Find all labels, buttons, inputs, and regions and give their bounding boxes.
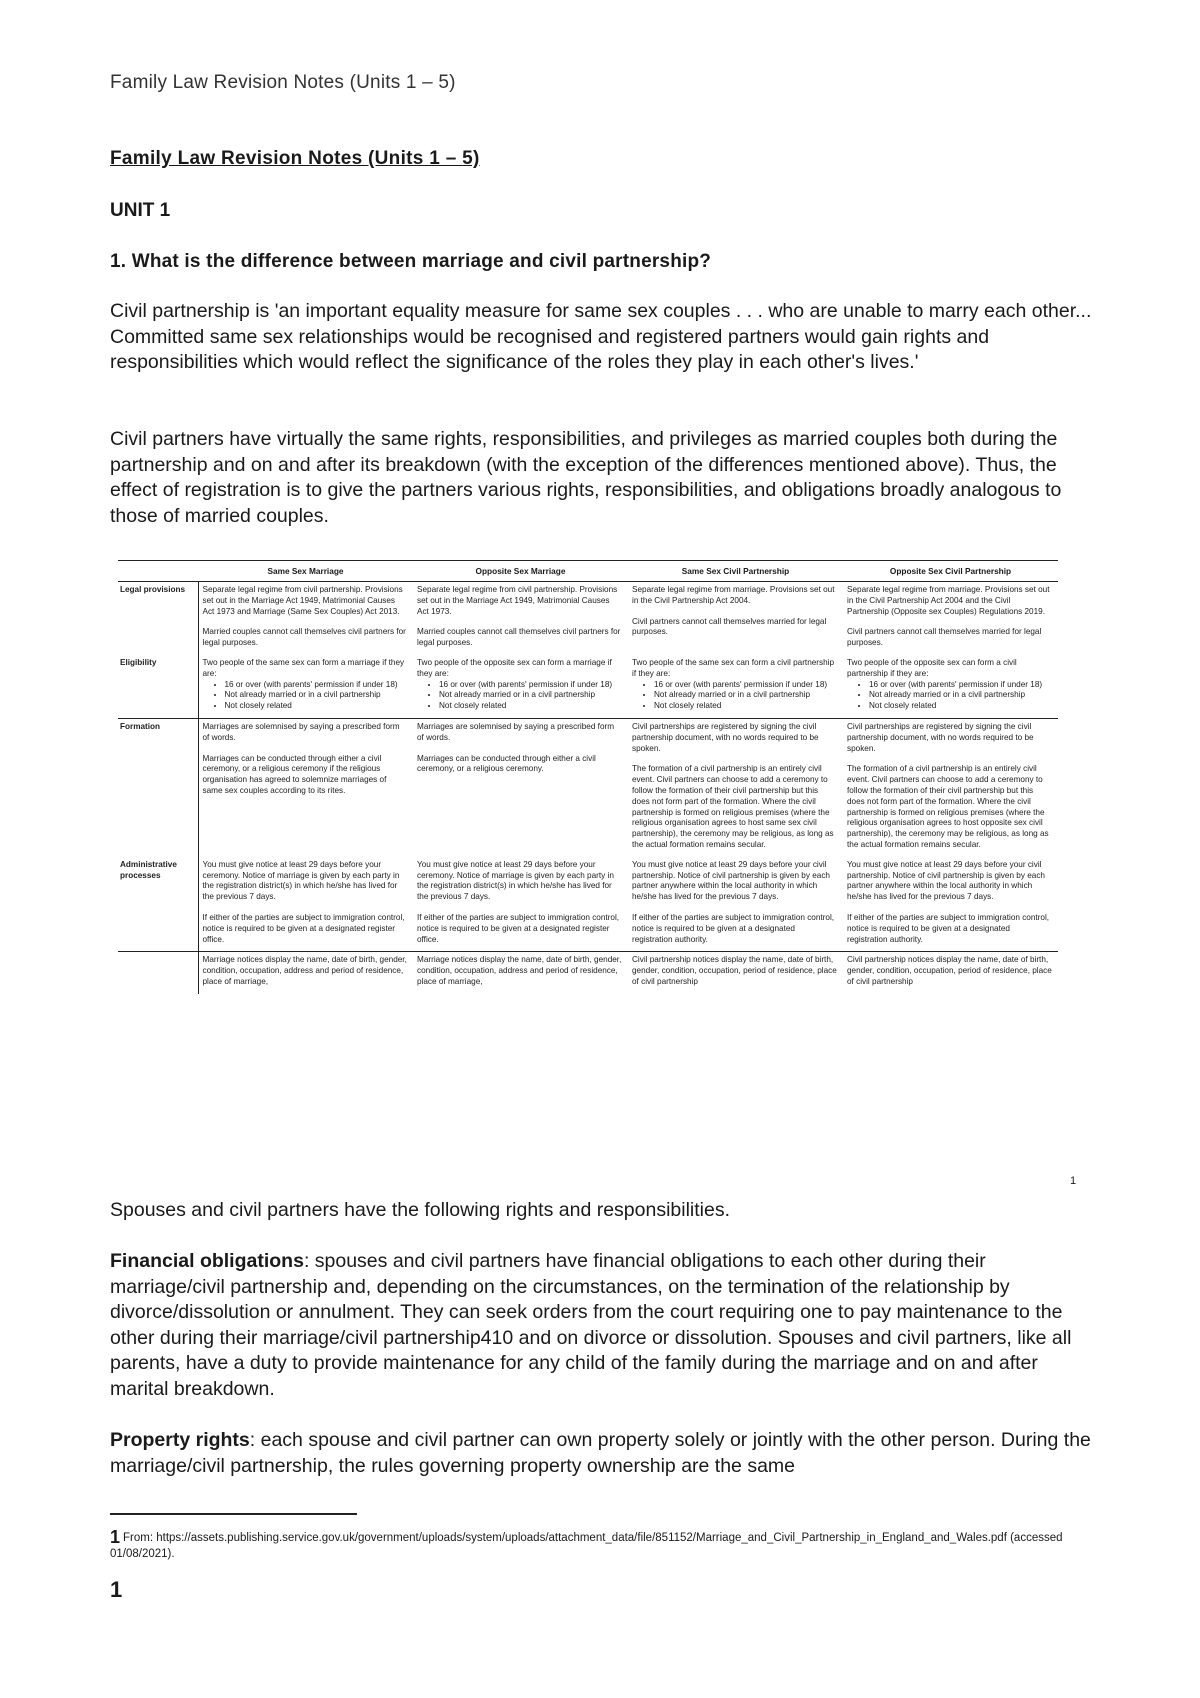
property-rights-text: : each spouse and civil partner can own property solely or jointly with the other person. During the marriage/civil partnership, the rules governing property ownership are the same <box>110 1429 1091 1477</box>
cell-text: You must give notice at least 29 days before your civil partnership. Notice of civil partnership is given by each partner anywhere within the local authority in which he/she has lived for the previous 7 days. <box>632 859 830 902</box>
table-row-legal-provisions <box>118 582 1058 655</box>
cell-text: You must give notice at least 29 days before your ceremony. Notice of marriage is given by each party in the registration district(s) in which he/she has lived for the previous 7 days. <box>202 859 400 902</box>
list-item: • 16 or over (with parents' permission if under 18) <box>225 680 408 691</box>
cell-text: Marriages can be conducted through either a civil ceremony, or a religious ceremony if the religious organisation has agreed to solemnize marriages of same sex couples according to its rites. <box>202 753 387 795</box>
row-label: Legal provisions <box>120 585 186 594</box>
cell-text: Separate legal regime from civil partnership. Provisions set out in the Marriage Act 1949, Matrimonial Causes Act 1973. <box>417 585 618 616</box>
cell-text: Two people of the same sex can form a civil partnership if they are: <box>632 657 835 678</box>
cell-text: Separate legal regime from marriage. Provisions set out in the Civil Partnership Act 2004. <box>632 585 835 605</box>
list-item: • Not closely related <box>225 701 408 712</box>
cell-text: Marriages can be conducted through either a civil ceremony, or a religious ceremony. <box>417 753 596 774</box>
eligibility-list <box>417 680 622 712</box>
cell-text: Separate legal regime from marriage. Provisions set out in the Civil Partnership Act 2004 and the Civil Partnership (Opposite sex Couples) Regulations 2019. <box>847 585 1050 616</box>
table-header-cell: Opposite Sex Marriage <box>413 561 628 582</box>
footnote <box>110 1529 1110 1562</box>
property-rights-lead: Property rights <box>110 1429 250 1451</box>
table-header-empty <box>118 561 198 582</box>
cell-text: Marriages are solemnised by saying a prescribed form of words. <box>202 721 400 742</box>
list-item: • Not already married or in a civil partnership <box>869 690 1052 701</box>
paragraph-property-rights <box>110 1428 1100 1479</box>
question-heading: 1. What is the difference between marriage and civil partnership? <box>110 251 712 272</box>
list-item: • 16 or over (with parents' permission if under 18) <box>654 680 837 691</box>
unit-heading: UNIT 1 <box>110 200 171 221</box>
table-header-cell: Opposite Sex Civil Partnership <box>843 561 1058 582</box>
cell-text: Separate legal regime from civil partnership. Provisions set out in the Marriage Act 1949, Matrimonial Causes Act 1973 and Marriage (Same Sex Couples) Act 2013. <box>202 585 403 616</box>
list-item: • Not already married or in a civil partnership <box>439 690 622 701</box>
table-header-cell: Same Sex Marriage <box>198 561 413 582</box>
row-label: Formation <box>118 718 198 856</box>
table-cell <box>413 582 628 655</box>
comparison-table <box>118 560 1058 994</box>
table-cell <box>843 718 1058 856</box>
cell-text: Married couples cannot call themselves civil partners for legal purposes. <box>417 627 621 648</box>
table-cell <box>843 655 1058 718</box>
cell-text: If either of the parties are subject to immigration control, notice is required to be given at a designated registration authority. <box>847 912 1050 944</box>
table-cell: Marriage notices display the name, date of birth, gender, condition, occupation, address and period of residence, place of marriage, <box>198 952 413 994</box>
footnote-reference-marker: 1 <box>1070 1175 1077 1187</box>
table-cell: Marriage notices display the name, date of birth, gender, condition, occupation, address and period of residence, place of marriage, <box>413 952 628 994</box>
cell-text: If either of the parties are subject to immigration control, notice is required to be given at a designated register office. <box>417 912 620 944</box>
paragraph-rights-intro: Spouses and civil partners have the following rights and responsibilities. <box>110 1199 731 1221</box>
financial-obligations-lead: Financial obligations <box>110 1250 304 1272</box>
table-row-notices <box>118 952 1058 994</box>
cell-text: Civil partnerships are registered by signing the civil partnership document, with no words required to be spoken. <box>847 721 1034 753</box>
table-cell <box>628 655 843 718</box>
list-item: • Not closely related <box>869 701 1052 712</box>
cell-text: Two people of the opposite sex can form a marriage if they are: <box>417 657 612 678</box>
list-item: • Not already married or in a civil partnership <box>654 690 837 701</box>
cell-text: Two people of the opposite sex can form a civil partnership if they are: <box>847 657 1017 678</box>
row-label <box>118 952 198 994</box>
eligibility-list <box>847 680 1052 712</box>
table-cell: Civil partnership notices display the name, date of birth, gender, condition, occupation, period of residence, place of civil partnership <box>628 952 843 994</box>
cell-text: You must give notice at least 29 days before your civil partnership. Notice of civil partnership is given by each partner anywhere within the local authority in which he/she has lived for the previous 7 days. <box>847 859 1045 902</box>
table-cell <box>843 857 1058 952</box>
table-header-row <box>118 561 1058 582</box>
paragraph-civil-partnership-quote: Civil partnership is 'an important equality measure for same sex couples . . . who are unable to marry each other... Committed same sex relationships would be recognised and registered partners would gain rights and responsibilities which would reflect the significance of the roles they play in each other's lives.' <box>110 300 1092 373</box>
cell-text: Married couples cannot call themselves civil partners for legal purposes. <box>202 627 406 648</box>
cell-text: Two people of the same sex can form a marriage if they are: <box>202 657 405 678</box>
table-cell <box>198 582 413 655</box>
financial-obligations-text: : spouses and civil partners have financial obligations to each other during their marriage/civil partnership and, depending on the circumstances, on the termination of the relationship by divorce/dissolution or annulment. They can seek orders from the court requiring one to pay maintenance to the other during their marriage/civil partnership410 and on divorce or dissolution. Spouses and civil partners, like all parents, have a duty to provide maintenance for any child of the family during the marriage and on and after marital breakdown. <box>110 1250 1072 1400</box>
table-cell <box>843 582 1058 655</box>
list-item: • Not already married or in a civil partnership <box>225 690 408 701</box>
list-item: • Not closely related <box>654 701 837 712</box>
list-item: • 16 or over (with parents' permission if under 18) <box>869 680 1052 691</box>
footnote-separator <box>110 1513 357 1515</box>
table-row-administrative-processes <box>118 857 1058 952</box>
table-cell <box>413 718 628 856</box>
list-item: • Not closely related <box>439 701 622 712</box>
table-cell <box>628 718 843 856</box>
table-cell <box>198 857 413 952</box>
cell-text: If either of the parties are subject to immigration control, notice is required to be given at a designated registration authority. <box>632 912 835 944</box>
table-cell <box>198 655 413 718</box>
paragraph-financial-obligations <box>110 1249 1100 1402</box>
cell-text: Civil partnerships are registered by signing the civil partnership document, with no words required to be spoken. <box>632 721 819 753</box>
page-number: 1 <box>110 1577 123 1602</box>
eligibility-list <box>203 680 408 712</box>
table-row-eligibility <box>118 655 1058 718</box>
cell-text: Marriages are solemnised by saying a prescribed form of words. <box>417 721 615 742</box>
row-label: Administrative processes <box>120 859 177 880</box>
cell-text: You must give notice at least 29 days before your ceremony. Notice of marriage is given by each party in the registration district(s) in which he/she has lived for the previous 7 days. <box>417 859 614 902</box>
table-cell <box>198 718 413 856</box>
running-header: Family Law Revision Notes (Units 1 – 5) <box>110 72 456 93</box>
row-label: Eligibility <box>120 657 157 667</box>
document-title: Family Law Revision Notes (Units 1 – 5) <box>110 148 480 169</box>
table-cell: Civil partnership notices display the name, date of birth, gender, condition, occupation, period of residence, place of civil partnership <box>843 952 1058 994</box>
footnote-number: 1 <box>110 1527 121 1547</box>
table-row-formation <box>118 718 1058 856</box>
table-cell <box>413 655 628 718</box>
paragraph-civil-partners-rights: Civil partners have virtually the same rights, responsibilities, and privileges as married couples both during the partnership and on and after its breakdown (with the exception of the differences mentioned above). Thus, the effect of registration is to give the partners various rights, responsibilities, and obligations broadly analogous to those of married couples. <box>110 428 1062 527</box>
table-cell <box>628 857 843 952</box>
comparison-table-figure <box>118 560 1058 994</box>
list-item: • 16 or over (with parents' permission if under 18) <box>439 680 622 691</box>
cell-text: If either of the parties are subject to immigration control, notice is required to be given at a designated register office. <box>202 912 405 944</box>
cell-text: Civil partners cannot call themselves married for legal purposes. <box>847 627 1042 648</box>
cell-text: The formation of a civil partnership is an entirely civil event. Civil partners can choose to add a ceremony to follow the formation of their civil partnership but this does not form part of the formation. Where the civil partnership is formed on religious premises (where the religious organisation agrees to host same sex civil partnership), the ceremony may be religious, as long as the actual formation remains secular. <box>632 764 834 849</box>
table-header-cell: Same Sex Civil Partnership <box>628 561 843 582</box>
cell-text: Civil partners cannot call themselves married for legal purposes. <box>632 616 827 637</box>
table-cell <box>413 857 628 952</box>
table-cell <box>628 582 843 655</box>
eligibility-list <box>632 680 837 712</box>
footnote-text: From: https://assets.publishing.service.gov.uk/government/uploads/system/uploads/attachment_data/file/851152/Marriage_and_Civil_Partnership_in_England_and_Wales.pdf (accessed 01/08/2021). <box>110 1532 1063 1560</box>
cell-text: The formation of a civil partnership is an entirely civil event. Civil partners can choose to add a ceremony to follow the formation of their civil partnership but this does not form part of the formation. Where the civil partnership is formed on religious premises (where the religious organisation agrees to host opposite sex civil partnership), the ceremony may be religious, as long as the actual formation remains secular. <box>847 764 1049 849</box>
